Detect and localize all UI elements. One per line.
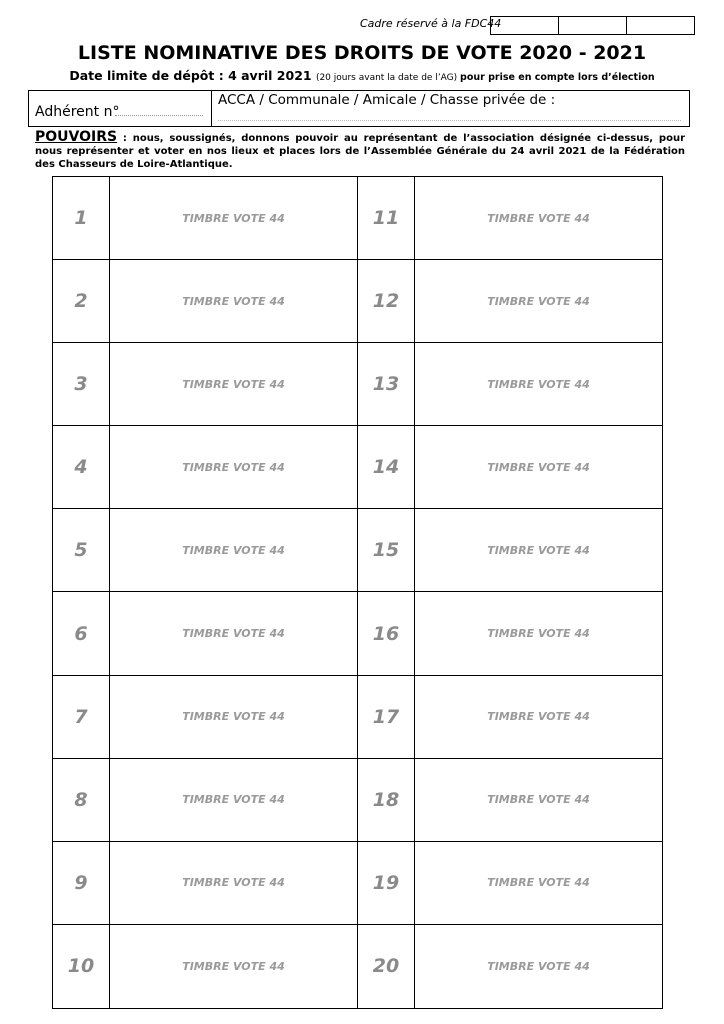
vote-number: 4 bbox=[74, 456, 88, 479]
association-field[interactable] bbox=[212, 91, 689, 126]
stamp-label: TIMBRE VOTE 44 bbox=[487, 959, 590, 973]
deadline-tail: pour prise en compte lors d’élection bbox=[460, 72, 655, 83]
stamp-cell[interactable] bbox=[415, 426, 662, 509]
vote-number: 7 bbox=[74, 705, 88, 728]
vote-number: 8 bbox=[74, 788, 88, 811]
vote-number: 3 bbox=[74, 373, 88, 396]
number-cell bbox=[358, 759, 415, 842]
number-cell bbox=[53, 343, 110, 426]
vote-number: 1 bbox=[74, 207, 88, 230]
stamp-label: TIMBRE VOTE 44 bbox=[487, 460, 590, 474]
stamp-label: TIMBRE VOTE 44 bbox=[182, 959, 285, 973]
stamp-cell[interactable] bbox=[110, 759, 358, 842]
stamp-label: TIMBRE VOTE 44 bbox=[182, 294, 285, 308]
number-cell bbox=[358, 343, 415, 426]
number-cell bbox=[358, 509, 415, 592]
stamp-cell[interactable] bbox=[415, 925, 662, 1008]
pouvoirs-paragraph bbox=[35, 131, 685, 171]
stamp-label: TIMBRE VOTE 44 bbox=[487, 377, 590, 391]
stamp-label: TIMBRE VOTE 44 bbox=[182, 377, 285, 391]
association-label: ACCA / Communale / Amicale / Chasse privée de : bbox=[218, 92, 556, 108]
vote-number: 9 bbox=[74, 871, 88, 894]
number-cell bbox=[53, 177, 110, 260]
number-cell bbox=[358, 842, 415, 925]
vote-stamp-grid bbox=[52, 176, 663, 1009]
reserved-label: Cadre réservé à la FDC44 bbox=[360, 17, 502, 30]
stamp-cell[interactable] bbox=[415, 676, 662, 759]
stamp-cell[interactable] bbox=[110, 177, 358, 260]
number-cell bbox=[358, 260, 415, 343]
vote-number: 14 bbox=[372, 456, 400, 479]
pouvoirs-text: : nous, soussignés, donnons pouvoir au représentant de l’association désignée ci-dessus, pour nous représenter et voter en nos lieux et places lors de l’Assemblée Générale du 24 avril 2021 de la Fédération des Chasseurs de Loire-Atlantique. bbox=[35, 133, 685, 170]
stamp-label: TIMBRE VOTE 44 bbox=[182, 543, 285, 557]
number-cell bbox=[53, 759, 110, 842]
stamp-cell[interactable] bbox=[110, 925, 358, 1008]
deadline-line bbox=[0, 68, 724, 83]
vote-number: 19 bbox=[372, 871, 400, 894]
number-cell bbox=[53, 925, 110, 1008]
stamp-cell[interactable] bbox=[415, 509, 662, 592]
number-cell bbox=[53, 260, 110, 343]
stamp-cell[interactable] bbox=[110, 260, 358, 343]
stamp-cell[interactable] bbox=[110, 592, 358, 675]
number-cell bbox=[358, 925, 415, 1008]
stamp-label: TIMBRE VOTE 44 bbox=[182, 876, 285, 890]
number-cell bbox=[358, 592, 415, 675]
number-cell bbox=[53, 676, 110, 759]
stamp-label: TIMBRE VOTE 44 bbox=[182, 627, 285, 641]
reserved-boxes bbox=[490, 16, 695, 35]
stamp-cell[interactable] bbox=[415, 343, 662, 426]
stamp-cell[interactable] bbox=[415, 842, 662, 925]
stamp-label: TIMBRE VOTE 44 bbox=[487, 211, 590, 225]
reserved-box[interactable] bbox=[558, 17, 626, 34]
member-box bbox=[28, 90, 690, 127]
stamp-label: TIMBRE VOTE 44 bbox=[182, 211, 285, 225]
stamp-label: TIMBRE VOTE 44 bbox=[182, 710, 285, 724]
vote-number: 20 bbox=[372, 955, 400, 978]
deadline-main: Date limite de dépôt : 4 avril 2021 bbox=[69, 68, 316, 83]
stamp-label: TIMBRE VOTE 44 bbox=[487, 710, 590, 724]
association-dotted-line bbox=[218, 120, 681, 121]
vote-number: 17 bbox=[372, 705, 400, 728]
adherent-field[interactable] bbox=[29, 91, 212, 126]
vote-number: 5 bbox=[74, 539, 88, 562]
vote-number: 6 bbox=[74, 622, 88, 645]
reserved-box[interactable] bbox=[626, 17, 694, 34]
stamp-cell[interactable] bbox=[110, 509, 358, 592]
vote-number: 16 bbox=[372, 622, 400, 645]
page-title: LISTE NOMINATIVE DES DROITS DE VOTE 2020 - 2021 bbox=[77, 42, 647, 64]
stamp-cell[interactable] bbox=[110, 842, 358, 925]
vote-number: 12 bbox=[372, 290, 400, 313]
stamp-label: TIMBRE VOTE 44 bbox=[487, 627, 590, 641]
vote-number: 10 bbox=[67, 955, 95, 978]
number-cell bbox=[53, 426, 110, 509]
stamp-cell[interactable] bbox=[415, 260, 662, 343]
stamp-label: TIMBRE VOTE 44 bbox=[487, 793, 590, 807]
stamp-cell[interactable] bbox=[110, 426, 358, 509]
stamp-cell[interactable] bbox=[415, 759, 662, 842]
stamp-label: TIMBRE VOTE 44 bbox=[487, 876, 590, 890]
stamp-label: TIMBRE VOTE 44 bbox=[487, 294, 590, 308]
number-cell bbox=[53, 842, 110, 925]
reserved-box[interactable] bbox=[491, 17, 558, 34]
pouvoirs-keyword: POUVOIRS bbox=[35, 129, 118, 145]
stamp-cell[interactable] bbox=[415, 592, 662, 675]
number-cell bbox=[358, 177, 415, 260]
vote-number: 13 bbox=[372, 373, 400, 396]
vote-number: 2 bbox=[74, 290, 88, 313]
number-cell bbox=[358, 676, 415, 759]
vote-number: 15 bbox=[372, 539, 400, 562]
stamp-label: TIMBRE VOTE 44 bbox=[182, 793, 285, 807]
number-cell bbox=[358, 426, 415, 509]
stamp-label: TIMBRE VOTE 44 bbox=[487, 543, 590, 557]
vote-number: 18 bbox=[372, 788, 400, 811]
number-cell bbox=[53, 592, 110, 675]
vote-number: 11 bbox=[372, 207, 400, 230]
deadline-note: (20 jours avant la date de l’AG) bbox=[315, 73, 461, 83]
stamp-cell[interactable] bbox=[110, 676, 358, 759]
stamp-cell[interactable] bbox=[415, 177, 662, 260]
stamp-cell[interactable] bbox=[110, 343, 358, 426]
number-cell bbox=[53, 509, 110, 592]
adherent-dotted-line bbox=[115, 115, 203, 116]
adherent-label: Adhérent n° bbox=[35, 104, 120, 120]
stamp-label: TIMBRE VOTE 44 bbox=[182, 460, 285, 474]
